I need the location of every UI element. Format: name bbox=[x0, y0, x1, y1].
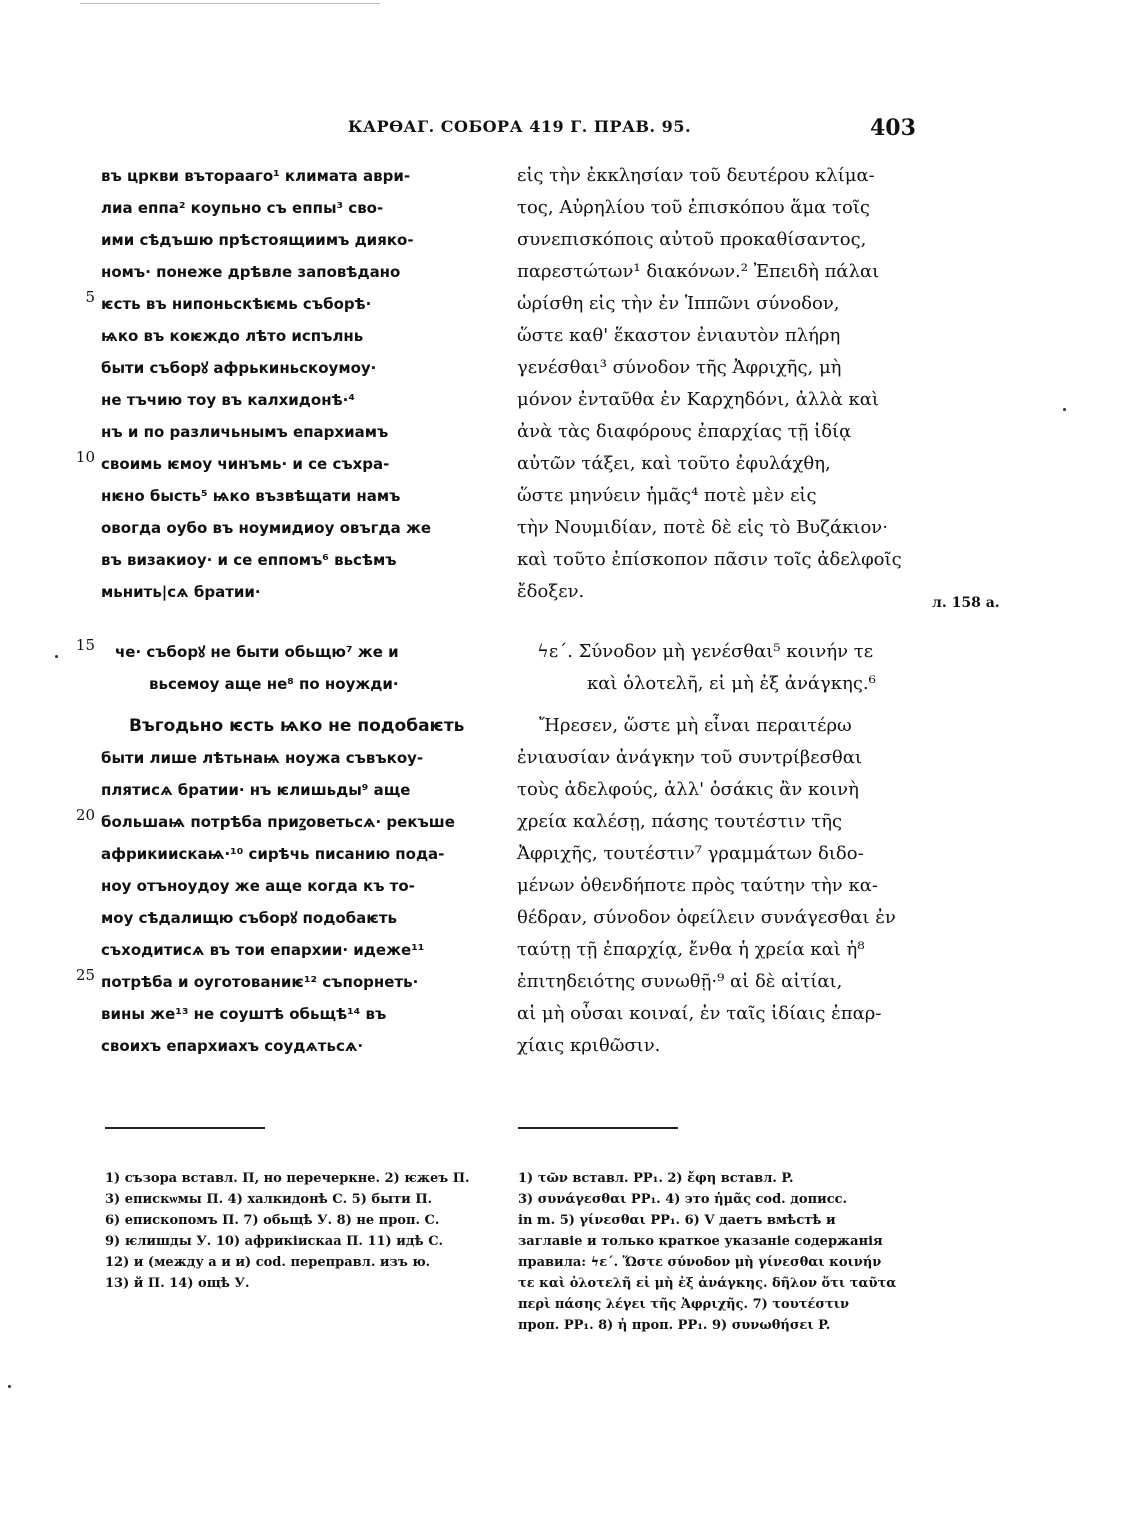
slavonic-line bbox=[101, 224, 496, 256]
footnote-line: τε καὶ ὁλοτελῆ εἰ μὴ ἐξ ἀνάγκης. δῆλον ὅτι ταῦτα bbox=[518, 1276, 897, 1291]
line-text: ѥсть въ нипоньскѣѥмь съборѣ· bbox=[101, 295, 372, 313]
greek-body-line bbox=[517, 806, 915, 838]
line-text: συνεπισκόποις αὐτοῦ προκαθίσαντος, bbox=[517, 229, 867, 250]
greek-body-line bbox=[517, 934, 915, 966]
line-number: 15 bbox=[75, 636, 95, 654]
greek-line bbox=[517, 480, 915, 512]
line-text: нѥно бысть⁵ ѩко възвѣщати намъ bbox=[101, 487, 401, 505]
running-header: КАРѲАГ. СОБОРА 419 Г. ПРАВ. 95. bbox=[348, 117, 692, 136]
slavonic-rule-heading bbox=[101, 668, 496, 700]
footnote-line: правила: ϟε΄. Ὥστε σύνοδον μὴ γίνεσθαι κοινήν bbox=[518, 1255, 882, 1270]
line-text: ἀνὰ τὰς διαφόρους ἐπαρχίας τῇ ἰδίᾳ bbox=[517, 421, 852, 442]
slavonic-line bbox=[101, 512, 496, 544]
greek-rule-heading bbox=[517, 636, 915, 668]
footnote-rule-slavonic bbox=[105, 1127, 265, 1129]
slavonic-body-line bbox=[101, 774, 496, 806]
footnote-line: 1) τῶν вставл. PP₁. 2) ἔφη вставл. P. bbox=[518, 1171, 794, 1186]
greek-body-line bbox=[517, 774, 915, 806]
footnotes-greek bbox=[518, 1168, 908, 1336]
line-text: быти съборꙋ афрькиньскоумоу· bbox=[101, 359, 377, 377]
slavonic-body-line bbox=[101, 934, 496, 966]
greek-line bbox=[517, 576, 915, 608]
line-text: съходитисѧ въ тои епархии· идеже¹¹ bbox=[101, 941, 425, 959]
page-number: 403 bbox=[870, 115, 916, 141]
greek-body-line bbox=[517, 966, 915, 998]
line-text: большаѩ потрѣба приꙁоветьсѧ· рекъше bbox=[101, 813, 455, 831]
greek-body-line bbox=[517, 742, 915, 774]
greek-rule-heading bbox=[517, 668, 915, 700]
scan-edge-line bbox=[80, 3, 380, 4]
line-text: γενέσθαι³ σύνοδον τῆς Ἀφριχῆς, μὴ bbox=[517, 357, 842, 378]
line-text: ταύτῃ τῇ ἐπαρχίᾳ, ἔνθα ἡ χρεία καὶ ἡ⁸ bbox=[517, 939, 865, 960]
line-text: ἔδοξεν. bbox=[517, 581, 585, 602]
slavonic-line bbox=[101, 480, 496, 512]
greek-line bbox=[517, 192, 915, 224]
greek-line bbox=[517, 256, 915, 288]
slavonic-body-line bbox=[101, 998, 496, 1030]
line-number: 25 bbox=[75, 966, 95, 984]
footnote-line: 6) епископомъ П. 7) обьщѣ У. 8) не проп. С. bbox=[105, 1213, 440, 1228]
line-text: ими сѣдъшю прѣстоящиимъ дияко- bbox=[101, 231, 414, 249]
line-text: номъ· понеже дрѣвле заповѣдано bbox=[101, 263, 401, 281]
line-text: καὶ τοῦτο ἐπίσκοπον πᾶσιν τοῖς ἀδελφοῖς bbox=[517, 549, 902, 570]
greek-line bbox=[517, 352, 915, 384]
greek-body-line bbox=[517, 902, 915, 934]
slavonic-body-line bbox=[101, 742, 496, 774]
line-text: αὐτῶν τάξει, καὶ τοῦτο ἐφυλάχθη, bbox=[517, 453, 831, 474]
footnote-line: 3) συνάγεσθαι PP₁. 4) это ἡμᾶς cod. дописс. bbox=[518, 1192, 848, 1207]
greek-line bbox=[517, 288, 915, 320]
slavonic-line bbox=[75, 448, 496, 480]
footnote-line: 1) съзора вставл. П, но перечеркнe. 2) ѥжеъ П. bbox=[105, 1171, 470, 1186]
line-text: χίαις κριθῶσιν. bbox=[517, 1035, 661, 1056]
slavonic-line bbox=[101, 576, 496, 608]
slavonic-rule-heading bbox=[75, 636, 496, 668]
line-text: μόνον ἐνταῦθα ἐν Καρχηδόνι, ἀλλὰ καὶ bbox=[517, 389, 879, 410]
greek-line bbox=[517, 448, 915, 480]
scan-speck bbox=[1063, 408, 1066, 411]
line-text: африкиискаѩ·¹⁰ сирѣчь писанию пода- bbox=[101, 845, 445, 863]
line-text: αἱ μὴ οὖσαι κοιναί, ἐν ταῖς ἰδίαις ἐπαρ- bbox=[517, 1003, 882, 1024]
line-text: χρεία καλέσῃ, πάσης τουτέστιν τῆς bbox=[517, 811, 843, 832]
greek-line bbox=[517, 320, 915, 352]
footnote-line: проп. PP₁. 8) ἡ проп. PP₁. 9) συνωθήσει P. bbox=[518, 1318, 831, 1333]
line-text: вьсемоу аще не⁸ по ноужди· bbox=[149, 675, 399, 693]
line-text: потрѣба и оуготованиѥ¹² съпорнеть· bbox=[101, 973, 419, 991]
slavonic-line bbox=[101, 544, 496, 576]
slavonic-line bbox=[101, 320, 496, 352]
footnotes-slavonic bbox=[105, 1168, 495, 1294]
line-text: нъ и по различьнымъ епархиамъ bbox=[101, 423, 389, 441]
footnote-rule-greek bbox=[518, 1127, 678, 1129]
greek-body-line bbox=[517, 838, 915, 870]
line-text: въ цркви въторааго¹ климата аври- bbox=[101, 167, 411, 185]
line-text: τοὺς ἀδελφούς, ἀλλ' ὁσάκις ἂν κοινὴ bbox=[517, 779, 859, 800]
line-number: 5 bbox=[85, 288, 95, 306]
line-text: Ἀφριχῆς, τουτέστιν⁷ γραμμάτων διδο- bbox=[517, 843, 864, 864]
slavonic-body-line bbox=[101, 838, 496, 870]
line-text: εἰς τὴν ἐκκλησίαν τοῦ δευτέρου κλίμα- bbox=[517, 165, 875, 186]
greek-line bbox=[517, 512, 915, 544]
line-text: своимь ѥмоу чинъмь· и се съхра- bbox=[101, 455, 390, 473]
greek-body-line bbox=[517, 1030, 915, 1062]
greek-body-line bbox=[517, 710, 915, 742]
slavonic-line bbox=[101, 256, 496, 288]
greek-line bbox=[517, 416, 915, 448]
line-text: μένων ὁθενδήποτε πρὸς ταύτην τὴν κα- bbox=[517, 875, 878, 896]
line-text: быти лише лѣтьнаѩ ноужа съвъкоу- bbox=[101, 749, 424, 767]
line-text: ϟε΄. Σύνοδον μὴ γενέσθαι⁵ κοινήν τε bbox=[537, 641, 874, 662]
line-text: че· съборꙋ не быти обьщю⁷ же и bbox=[115, 643, 399, 661]
line-text: въ визакиоу· и се еппомъ⁶ вьсѣмъ bbox=[101, 551, 397, 569]
footnote-line: 12) и (между а и и) cod. переправл. изъ ю. bbox=[105, 1255, 431, 1270]
margin-folio-note: л. 158 а. bbox=[932, 595, 1000, 611]
line-text: лиа еппа² коупьно съ еппы³ сво- bbox=[101, 199, 384, 217]
slavonic-body-line bbox=[101, 902, 496, 934]
slavonic-body-line bbox=[101, 710, 496, 742]
line-text: Ἤρεσεν, ὥστε μὴ εἶναι περαιτέρω bbox=[539, 715, 852, 736]
greek-body-line bbox=[517, 998, 915, 1030]
slavonic-line bbox=[101, 352, 496, 384]
footnote-line: 13) й П. 14) ощѣ У. bbox=[105, 1276, 250, 1291]
greek-line bbox=[517, 384, 915, 416]
line-text: καὶ ὁλοτελῆ, εἰ μὴ ἐξ ἀνάγκης.⁶ bbox=[587, 673, 876, 694]
line-text: вины же¹³ не соуштѣ обьщѣ¹⁴ въ bbox=[101, 1005, 387, 1023]
line-text: ὥστε καθ' ἕκαστον ἐνιαυτὸν πλήρη bbox=[517, 325, 841, 346]
slavonic-line bbox=[101, 384, 496, 416]
line-text: ὥστε μηνύειν ἡμᾶς⁴ ποτὲ μὲν εἰς bbox=[517, 485, 817, 506]
line-text: ѩко въ коѥждо лѣто испълнь bbox=[101, 327, 364, 345]
line-text: Въгодьно ѥсть ѩко не подобаѥть bbox=[129, 716, 465, 736]
footnote-line: заглавіе и только краткое указаніе содержанія bbox=[518, 1234, 883, 1249]
slavonic-line bbox=[101, 160, 496, 192]
line-text: τὴν Νουμιδίαν, ποτὲ δὲ εἰς τὸ Βυζάκιον· bbox=[517, 517, 888, 538]
line-text: θέδραν, σύνοδον ὀφείλειν συνάγεσθαι ἐν bbox=[517, 907, 896, 928]
line-text: овогда оубо въ ноумидиоу овъгда же bbox=[101, 519, 432, 537]
scan-speck bbox=[55, 655, 58, 658]
line-text: ὡρίσθη εἰς τὴν ἐν Ἱππῶνι σύνοδον, bbox=[517, 293, 840, 314]
greek-line bbox=[517, 224, 915, 256]
line-text: не тъчию тоу въ калхидонѣ·⁴ bbox=[101, 391, 355, 409]
line-text: παρεστώτων¹ διακόνων.² Ἐπειδὴ πάλαι bbox=[517, 261, 880, 282]
line-text: мьнить|сѧ братии· bbox=[101, 583, 261, 601]
slavonic-line bbox=[101, 192, 496, 224]
slavonic-body-line bbox=[75, 806, 496, 838]
line-text: τος, Αὐρηλίου τοῦ ἐπισκόπου ἅμα τοῖς bbox=[517, 197, 870, 218]
greek-line bbox=[517, 160, 915, 192]
line-text: ἐπιτηδειότης συνωθῇ·⁹ αἱ δὲ αἰτίαι, bbox=[517, 971, 843, 992]
line-text: ноу отъноудоу же аще когда къ то- bbox=[101, 877, 415, 895]
footnote-line: in m. 5) γίνεσθαι PP₁. 6) V даетъ вмѣстѣ и bbox=[518, 1213, 836, 1228]
slavonic-column bbox=[75, 160, 496, 1062]
line-text: ἐνιαυσίαν ἀνάγκην τοῦ συντρίβεσθαι bbox=[517, 747, 862, 768]
line-number: 10 bbox=[75, 448, 95, 466]
greek-line bbox=[517, 544, 915, 576]
footnote-line: περὶ πάσης λέγει τῆς Ἀφριχῆς. 7) τουτέστιν bbox=[518, 1297, 850, 1312]
footnote-line: 9) ѥлишды У. 10) африкіискаа П. 11) идѣ С. bbox=[105, 1234, 444, 1249]
scan-speck bbox=[8, 1385, 11, 1388]
line-text: моу сѣдалищю съборꙋ подобаѥть bbox=[101, 909, 398, 927]
greek-column bbox=[517, 160, 915, 1062]
slavonic-body-line bbox=[75, 966, 496, 998]
greek-body-line bbox=[517, 870, 915, 902]
slavonic-line bbox=[101, 416, 496, 448]
slavonic-body-line bbox=[101, 1030, 496, 1062]
line-text: своихъ епархиахъ соудѧтьсѧ· bbox=[101, 1037, 364, 1055]
line-text: плятисѧ братии· нъ ѥлишьды⁹ аще bbox=[101, 781, 411, 799]
slavonic-body-line bbox=[101, 870, 496, 902]
footnote-line: 3) епискѡмы П. 4) халкидонѣ С. 5) быти П. bbox=[105, 1192, 433, 1207]
slavonic-line bbox=[85, 288, 496, 320]
line-number: 20 bbox=[75, 806, 95, 824]
